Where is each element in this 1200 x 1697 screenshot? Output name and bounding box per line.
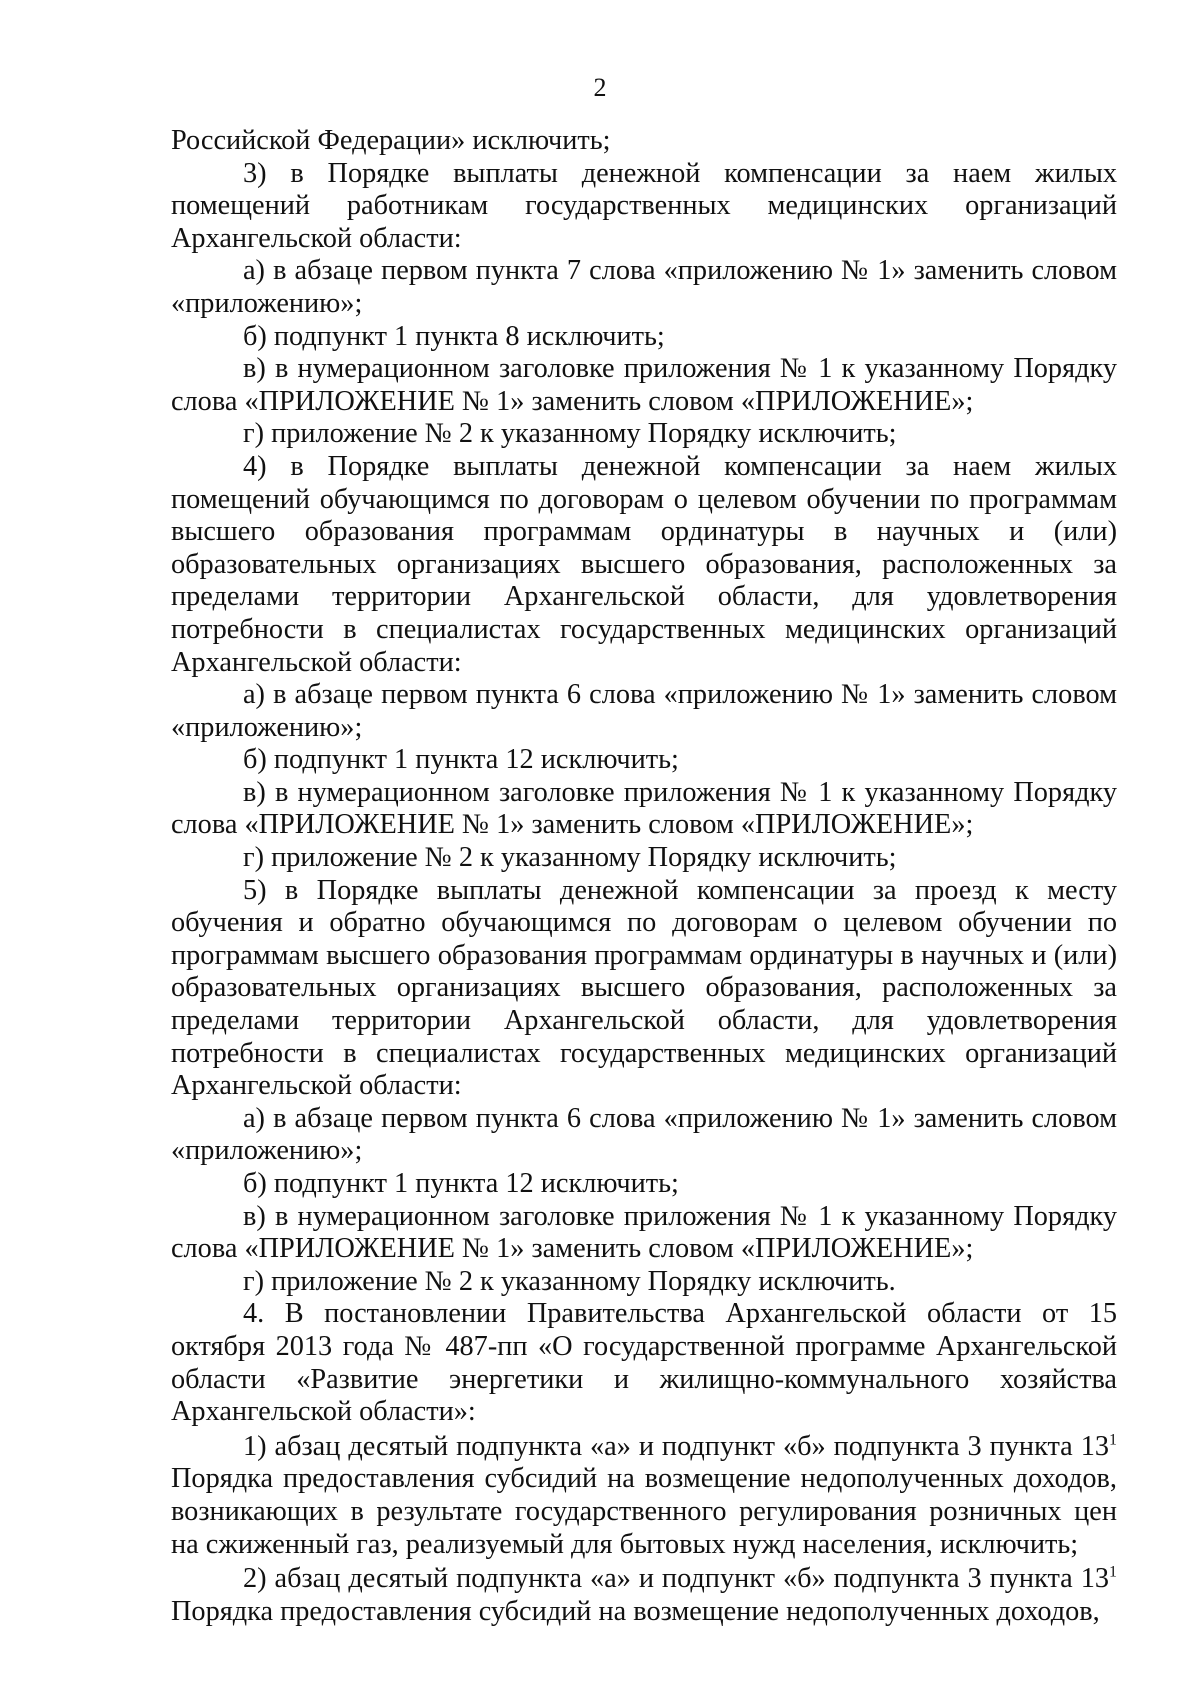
paragraph: б) подпункт 1 пункта 8 исключить; <box>243 320 665 352</box>
paragraph: а) в абзаце первом пункта 7 слова «приложению № 1» заменить словом «приложению»; <box>171 255 1117 319</box>
paragraph: 4) в Порядке выплаты денежной компенсации за наем жилых помещений обучающимся по договорам о целевом обучении по программам высшего образования программам ординатуры в научных и (или) образовательных организациях высшего образования, расположенных за пределами территории Архангельской области, для удовлетворения потребности в специалистах государственных медицинских организаций Архангельской области: <box>171 450 1117 678</box>
paragraph: 5) в Порядке выплаты денежной компенсации за проезд к месту обучения и обратно обучающимся по договорам о целевом обучении по программам высшего образования программам ординатуры в научных и (или) образовательных организациях высшего образования, расположенных за пределами территории Архангельской области, для удовлетворения потребности в специалистах государственных медицинских организаций Архангельской области: <box>171 874 1117 1102</box>
paragraph: в) в нумерационном заголовке приложения № 1 к указанному Порядку слова «ПРИЛОЖЕНИЕ № 1» заменить словом «ПРИЛОЖЕНИЕ»; <box>171 353 1117 417</box>
paragraph: б) подпункт 1 пункта 12 исключить; <box>243 744 679 776</box>
paragraph-text-after: Порядка предоставления субсидий на возмещение недополученных доходов, возникающих в результате государственного регулирования розничных цен на сжиженный газ, реализуемый для бытовых нужд населения, исключить; <box>171 1463 1117 1560</box>
paragraph: 4. В постановлении Правительства Архангельской области от 15 октября 2013 года № 487-пп «О государственной программе Архангельской области «Развитие энергетики и жилищно-коммунального хозяйства Архангельской области»: <box>171 1298 1117 1428</box>
page-number: 2 <box>593 73 607 102</box>
paragraph: а) в абзаце первом пункта 6 слова «приложению № 1» заменить словом «приложению»; <box>171 1102 1117 1167</box>
paragraph-text-before: 2) абзац десятый подпункта «а» и подпункт «б» подпункта 3 пункта 13 <box>243 1563 1109 1595</box>
paragraph-text-before: 1) абзац десятый подпункта «а» и подпункт «б» подпункта 3 пункта 13 <box>243 1430 1109 1462</box>
paragraph: б) подпункт 1 пункта 12 исключить; <box>243 1168 679 1199</box>
paragraph: в) в нумерационном заголовке приложения № 1 к указанному Порядку слова «ПРИЛОЖЕНИЕ № 1» заменить словом «ПРИЛОЖЕНИЕ»; <box>171 776 1117 841</box>
paragraph: а) в абзаце первом пункта 6 слова «приложению № 1» заменить словом «приложению»; <box>171 679 1117 743</box>
superscript: 1 <box>1109 1431 1117 1449</box>
document-body <box>171 125 1117 1628</box>
paragraph: Российской Федерации» исключить; <box>171 125 611 156</box>
paragraph: г) приложение № 2 к указанному Порядку исключить. <box>243 1265 896 1297</box>
paragraph-with-superscript <box>171 1563 1117 1628</box>
paragraph: 3) в Порядке выплаты денежной компенсации за наем жилых помещений работникам государственных медицинских организаций Архангельской области: <box>171 157 1117 254</box>
paragraph-with-superscript <box>171 1431 1117 1561</box>
paragraph: в) в нумерационном заголовке приложения № 1 к указанному Порядку слова «ПРИЛОЖЕНИЕ № 1» заменить словом «ПРИЛОЖЕНИЕ»; <box>171 1200 1117 1265</box>
superscript: 1 <box>1109 1563 1117 1581</box>
paragraph-text-after: Порядка предоставления субсидий на возмещение недополученных доходов, <box>171 1595 1100 1627</box>
paragraph: г) приложение № 2 к указанному Порядку исключить; <box>243 418 897 450</box>
paragraph: г) приложение № 2 к указанному Порядку исключить; <box>243 842 897 874</box>
